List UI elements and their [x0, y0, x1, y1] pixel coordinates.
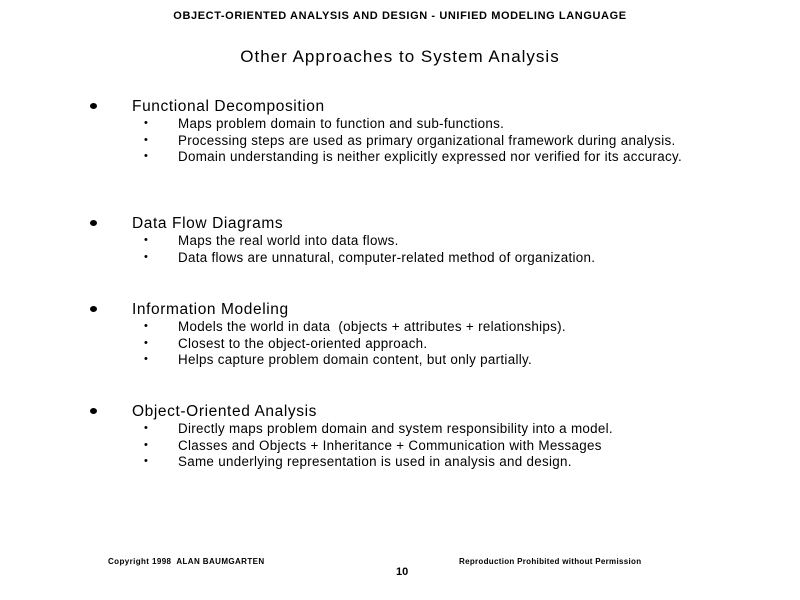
item-text: Directly maps problem domain and system responsibility into a model. — [178, 421, 613, 436]
bullet-dot-icon: • — [144, 320, 149, 332]
item-text: Classes and Objects + Inheritance + Communication with Messages — [178, 437, 602, 453]
bullet-icon — [90, 408, 97, 414]
list-item — [142, 336, 722, 351]
copyright-text: Copyright 1998 ALAN BAUMGARTEN — [108, 557, 265, 566]
bullet-dot-icon: • — [144, 353, 149, 365]
list-item — [142, 319, 722, 334]
bullet-dot-icon: • — [144, 234, 149, 246]
item-text: Domain understanding is neither explicitly expressed nor verified for its accuracy. — [178, 149, 682, 164]
list-item — [142, 149, 722, 164]
section-title: Information Modeling — [132, 301, 289, 318]
bullet-icon — [90, 306, 97, 312]
section-title: Data Flow Diagrams — [132, 215, 284, 232]
bullet-dot-icon: • — [144, 117, 149, 129]
list-item — [142, 352, 722, 367]
item-text: Models the world in data (objects + attributes + relationships). — [178, 319, 566, 334]
bullet-icon — [90, 103, 97, 109]
list-item — [142, 438, 722, 453]
running-header: OBJECT-ORIENTED ANALYSIS AND DESIGN - UNIFIED MODELING LANGUAGE — [173, 10, 627, 22]
item-text: Maps the real world into data flows. — [178, 233, 399, 248]
item-list — [142, 233, 722, 266]
list-item — [142, 250, 722, 265]
list-item — [142, 116, 722, 131]
item-list — [142, 116, 722, 166]
item-text: Same underlying representation is used in analysis and design. — [178, 454, 572, 469]
page-number: 10 — [396, 566, 409, 578]
bullet-dot-icon: • — [144, 438, 149, 451]
list-item — [142, 133, 722, 148]
bullet-dot-icon: • — [144, 336, 149, 349]
slide-title: Other Approaches to System Analysis — [240, 47, 560, 66]
bullet-dot-icon: • — [144, 422, 149, 434]
bullet-dot-icon: • — [144, 250, 149, 263]
item-text: Closest to the object-oriented approach. — [178, 335, 428, 351]
item-text: Processing steps are used as primary organizational framework during analysis. — [178, 132, 676, 148]
item-list — [142, 421, 722, 471]
list-item — [142, 454, 722, 469]
bullet-dot-icon: • — [144, 455, 149, 467]
bullet-icon — [90, 220, 97, 226]
reproduction-notice: Reproduction Prohibited without Permission — [459, 557, 642, 566]
list-item — [142, 233, 722, 248]
list-item — [142, 421, 722, 436]
item-list — [142, 319, 722, 369]
section-title: Object-Oriented Analysis — [132, 403, 317, 420]
section-title: Functional Decomposition — [132, 98, 325, 115]
item-text: Maps problem domain to function and sub-functions. — [178, 116, 505, 131]
item-text: Helps capture problem domain content, but only partially. — [178, 352, 533, 367]
item-text: Data flows are unnatural, computer-related method of organization. — [178, 249, 596, 265]
bullet-dot-icon: • — [144, 133, 149, 146]
bullet-dot-icon: • — [144, 150, 149, 162]
